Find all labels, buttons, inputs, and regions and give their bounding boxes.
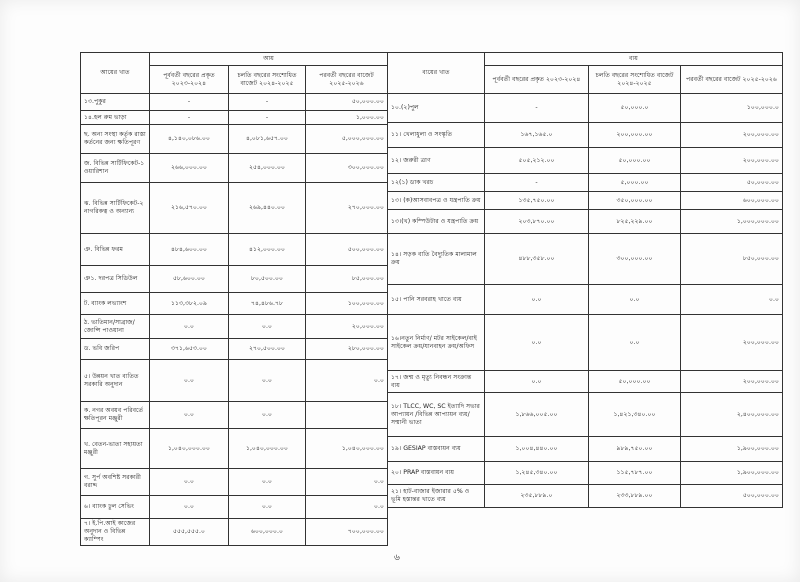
income-prev-value: ০.০: [150, 469, 229, 496]
income-col-prev: পূর্ববর্তী বছরের প্রকৃত ২০২৩-২০২৪: [150, 66, 229, 94]
income-row: [81, 360, 388, 402]
income-row-label: ৭। ই.পি.আই কাজের অনুদান ও বিভিন্ন ক্যাম্পিং: [81, 519, 150, 546]
income-row-label: গ. সুর্প অবশিষ্ট সরকারী বরাদ্দ: [81, 469, 150, 496]
income-row: [81, 111, 388, 125]
expense-next-value: ৫০০,০০০.০০: [681, 485, 783, 508]
expense-next-value: ২০০,০০০.০০: [681, 371, 783, 393]
income-cur-value: ০.০: [229, 496, 306, 519]
expense-prev-value: ১,০০৪,৪৪০.০০: [485, 437, 589, 462]
expense-row: [388, 462, 783, 485]
income-next-value: ৮৫,০০০.০০: [306, 266, 388, 293]
expense-row-label: ১৪। সড়ক বাতি বৈদ্যুতিক মালামাল ক্রয়: [388, 234, 485, 285]
income-prev-value: ২৬৬,০০০.০০: [150, 154, 229, 183]
expense-cur-value: ৫০,০০০.০০: [589, 148, 681, 174]
expense-next-value: ১,৯০০,০০০.০০: [681, 462, 783, 485]
income-col-next: পরবর্তী বছরের বাজেট ২০২৫-২০২৬: [306, 66, 388, 94]
expense-table: [387, 52, 783, 508]
expense-row: [388, 123, 783, 148]
income-next-value: ০.০: [306, 496, 388, 519]
income-row: [81, 402, 388, 429]
income-prev-value: ০.০: [150, 315, 229, 339]
income-head-label: আয়ের খাত: [81, 53, 150, 94]
expense-row-label: ১০.(২)পুল: [388, 94, 485, 123]
expense-row: [388, 371, 783, 393]
page-number: ৬: [394, 553, 400, 563]
expense-prev-value: ২০৩,৮৭০.০০: [485, 210, 589, 234]
income-next-value: ৭০০,০০০.০০: [306, 519, 388, 546]
expense-next-value: ২,৪০০,০০০.০০: [681, 393, 783, 437]
income-row-label: খ. বেতন-ভাতা সহায়তা মঞ্জুরী: [81, 429, 150, 469]
expense-prev-value: ১৩৫,৭৫০.০০: [485, 192, 589, 210]
income-next-value: [306, 402, 388, 429]
income-row-label: ৬। ব্যাংক ঢুল সেভিং: [81, 496, 150, 519]
income-prev-value: ৪৮৪,৬০০.০০: [150, 234, 229, 266]
expense-group-label: ব্যয়: [485, 53, 783, 66]
income-group-label: আয়: [150, 53, 388, 66]
income-row-label: ১৩.পুকুর: [81, 94, 150, 111]
income-cur-value: ৬০০,০০০.০: [229, 519, 306, 546]
expense-row-label: ১৩।(খ) কম্পিউটার ও যন্ত্রপাতি ক্রয়: [388, 210, 485, 234]
expense-prev-value: ৪৮৮,৩৫৮.০০: [485, 234, 589, 285]
income-cur-value: ৪১২,০০০.০০: [229, 234, 306, 266]
income-cur-value: ১,০৪০,০০০.০০: [229, 429, 306, 469]
income-prev-value: ৪,১৪০,০৮৬.০০: [150, 125, 229, 154]
expense-next-value: ১০০,০০০.০: [681, 94, 783, 123]
income-prev-value: ৫৫৫,৫৫৫.০: [150, 519, 229, 546]
income-row: [81, 519, 388, 546]
income-col-cur: চলতি বছরের সংশোধিত বাজেট ২০২৪-২০২৫: [229, 66, 306, 94]
expense-section: [387, 52, 782, 508]
expense-row-label: ১৬।নতুন নির্মাণ/ মটর সাইকেল/বাই সাইকেল ক্রয়/যানবাহন ক্রয়/অফিস: [388, 315, 485, 371]
expense-col-next: পরবর্তী বছরের বাজেট ২০২৫-২০২৬: [681, 66, 783, 94]
income-cur-value: -: [229, 111, 306, 125]
income-cur-value: ২৫৪,০০০.০০: [229, 154, 306, 183]
income-row: [81, 183, 388, 234]
expense-row: [388, 393, 783, 437]
expense-next-value: ৬০০,০০০.০০: [681, 192, 783, 210]
income-cur-value: ৪,০৮১,৬৫৭.০০: [229, 125, 306, 154]
expense-cur-value: ৫০,০০০.০: [589, 94, 681, 123]
income-row: [81, 339, 388, 360]
expense-row: [388, 234, 783, 285]
income-row: [81, 496, 388, 519]
expense-next-value: ০.০: [681, 285, 783, 315]
income-next-value: ০.০: [306, 469, 388, 496]
income-row: [81, 315, 388, 339]
expense-cur-value: ২৩৩,৮৮৯.০০: [589, 485, 681, 508]
expense-next-value: ৮৫০,০০০.০০: [681, 234, 783, 285]
expense-prev-value: ১৬৭,১৬৫.০: [485, 123, 589, 148]
income-next-value: ৫,০০০,০০০.০০: [306, 125, 388, 154]
income-prev-value: ০.০: [150, 496, 229, 519]
expense-row-label: ১২। জরুরী ত্রাণ: [388, 148, 485, 174]
income-row-label: ৫। উন্নয়ন খাত ব্যতিত সরকারি অনুদান: [81, 360, 150, 402]
income-next-value: ৫০,০০০.০০: [306, 94, 388, 111]
income-row-label: ঠ. ভাতিমান/সাব্রাজ/জোন্সি পাওয়ানা: [81, 315, 150, 339]
income-prev-value: ১,০৪০,০০০.০০: [150, 429, 229, 469]
expense-row-label: ১৫। পানি সরবরাহ খাতে ব্যয়: [388, 285, 485, 315]
income-cur-value: -: [229, 94, 306, 111]
income-row: [81, 429, 388, 469]
income-next-value: ০.০: [306, 360, 388, 402]
income-cur-value: ০.০: [229, 315, 306, 339]
income-next-value: ১,০০০.০০: [306, 111, 388, 125]
expense-cur-value: ৯৮৯,৭৫০.০০: [589, 437, 681, 462]
expense-cur-value: ১১৫,৭৮৭.০০: [589, 462, 681, 485]
income-next-value: ২৭০,০০০.০০: [306, 183, 388, 234]
expense-prev-value: ২৩৫,৮৮৯.০: [485, 485, 589, 508]
expense-prev-value: ৫০৫,২১২.০০: [485, 148, 589, 174]
expense-cur-value: ৮২৫,২২৯.০০: [589, 210, 681, 234]
expense-row: [388, 174, 783, 192]
expense-next-value: ২০০,০০০.০০: [681, 315, 783, 371]
expense-head-label: ব্যয়ের খাত: [388, 53, 485, 94]
income-section: [80, 52, 387, 546]
expense-cur-value: ১,৪২১,৩৪০.০০: [589, 393, 681, 437]
income-prev-value: ০.০: [150, 360, 229, 402]
income-next-value: ১,০৪০,০০০.০০: [306, 429, 388, 469]
income-prev-value: ১১৩,৩৮২.০৯: [150, 293, 229, 315]
expense-row-label: ২০। PRAP বাস্তবায়ন ব্যয়: [388, 462, 485, 485]
expense-cur-value: ০.০: [589, 285, 681, 315]
expense-col-cur: চলতি বছরের সংশোধিত বাজেট ২০২৪-২০২৫: [589, 66, 681, 94]
budget-table: [80, 52, 782, 543]
income-table: [80, 52, 388, 546]
expense-row-label: ১৯। GESIAP বাস্তবায়ন ব্যয়: [388, 437, 485, 462]
income-prev-value: -: [150, 94, 229, 111]
expense-row-label: ২১। হাট-বাজার ইজারার ৫% ও ভূমি হস্তান্তর খাতে ব্যয়: [388, 485, 485, 508]
expense-prev-value: -: [485, 94, 589, 123]
expense-row: [388, 315, 783, 371]
income-cur-value: ৮০,৫০০.০০: [229, 266, 306, 293]
expense-prev-value: ০.০: [485, 315, 589, 371]
income-row: [81, 293, 388, 315]
expense-cur-value: ৩৫০,০০০.০০: [589, 192, 681, 210]
expense-cur-value: ৩০০,০০০.০০: [589, 234, 681, 285]
income-row-label: ঞ. বিভিন্ন ফরম: [81, 234, 150, 266]
income-cur-value: ২৭০,৫০০.০০: [229, 339, 306, 360]
expense-prev-value: ০.০: [485, 285, 589, 315]
expense-prev-value: -: [485, 174, 589, 192]
expense-prev-value: ০.০: [485, 371, 589, 393]
income-row-label: জ. বিভিন্ন সার্টিফিকেট-১ ওয়ারিশান: [81, 154, 150, 183]
income-prev-value: ৫৮,৬০০.০০: [150, 266, 229, 293]
income-next-value: ৫০০,০০০.০০: [306, 234, 388, 266]
income-cur-value: ০.০: [229, 402, 306, 429]
income-next-value: ২৮০,০০০.০০: [306, 339, 388, 360]
expense-row: [388, 94, 783, 123]
income-row: [81, 94, 388, 111]
expense-next-value: ৫০,০০০.০০: [681, 174, 783, 192]
expense-row-label: ১১। খেলাধুলা ও সংস্কৃতি: [388, 123, 485, 148]
expense-next-value: ১,৯০০,০০০.০০: [681, 437, 783, 462]
income-row-label: ঞ১. দরপত্র সিডিউল: [81, 266, 150, 293]
expense-row: [388, 285, 783, 315]
expense-row-label: ১৮। TLCC, WC, SC ইত্যাদি সভার আপ্যায়ন /বিভিন্ন আপ্যায়ন ব্যয়/ সম্মানী ভাতা: [388, 393, 485, 437]
expense-prev-value: ১,৮৬৬,০০৫.০০: [485, 393, 589, 437]
expense-row: [388, 437, 783, 462]
expense-row: [388, 192, 783, 210]
income-cur-value: ০.০: [229, 469, 306, 496]
expense-row: [388, 148, 783, 174]
income-row: [81, 266, 388, 293]
income-row-label: ঝ. বিভিন্ন সার্টিফিকেট-২ নাগরিকত্ব ও অন্যান্য: [81, 183, 150, 234]
income-row: [81, 234, 388, 266]
income-row-label: ১৪.হল রুম ভাড়া: [81, 111, 150, 125]
income-cur-value: ২৬৯,৪৪০.০০: [229, 183, 306, 234]
expense-row-label: ১৭। জন্ম ও মৃত্যু নিবন্ধন সংক্রান্ত ব্যয়: [388, 371, 485, 393]
income-cur-value: ০.০: [229, 360, 306, 402]
income-next-value: ১০০,০০০.০০: [306, 293, 388, 315]
income-row-label: ড. ভবি জরিপ: [81, 339, 150, 360]
expense-next-value: ২০০,০০০.০০: [681, 123, 783, 148]
income-row-label: ট. ব্যাংক লভ্যাংশ: [81, 293, 150, 315]
expense-row: [388, 210, 783, 234]
expense-col-prev: পূর্ববর্তী বছরের প্রকৃত ২০২৩-২০২৪: [485, 66, 589, 94]
income-row: [81, 469, 388, 496]
income-next-value: ৩০০,০০০.০০: [306, 154, 388, 183]
income-row: [81, 125, 388, 154]
income-prev-value: ৩৭১,৬৫৩.০০: [150, 339, 229, 360]
expense-cur-value: ৫,০০০.০০: [589, 174, 681, 192]
income-prev-value: ২১৬,৫৭০.০০: [150, 183, 229, 234]
expense-cur-value: ২০০,০০০.০০: [589, 123, 681, 148]
expense-prev-value: ১,২৪৫,৩৪০.০০: [485, 462, 589, 485]
income-prev-value: -: [150, 111, 229, 125]
income-prev-value: ০.০: [150, 402, 229, 429]
income-row: [81, 154, 388, 183]
income-row-label: ছ. অন্য সংস্থা কর্তৃক রাস্তা কর্তনের জন্য ক্ষতিপূরণ: [81, 125, 150, 154]
expense-next-value: ২০০,০০০.০০: [681, 148, 783, 174]
expense-row: [388, 485, 783, 508]
income-next-value: ২০,০০০.০০: [306, 315, 388, 339]
expense-cur-value: ৫০,০০০.০০: [589, 371, 681, 393]
expense-cur-value: ০.০: [589, 315, 681, 371]
expense-row-label: ১২(১) ডাক খরচ: [388, 174, 485, 192]
income-row-label: ক. নগর অবয়ব পরিবর্তে ক্ষতিপূরন মঞ্জুরী: [81, 402, 150, 429]
expense-next-value: ১,০০০,০০০.০০: [681, 210, 783, 234]
expense-row-label: ১৩। (ক)আসবাবপত্র ও যন্ত্রপাতি ক্রয়: [388, 192, 485, 210]
income-cur-value: ৭৪,৪৮৬.৭৮: [229, 293, 306, 315]
